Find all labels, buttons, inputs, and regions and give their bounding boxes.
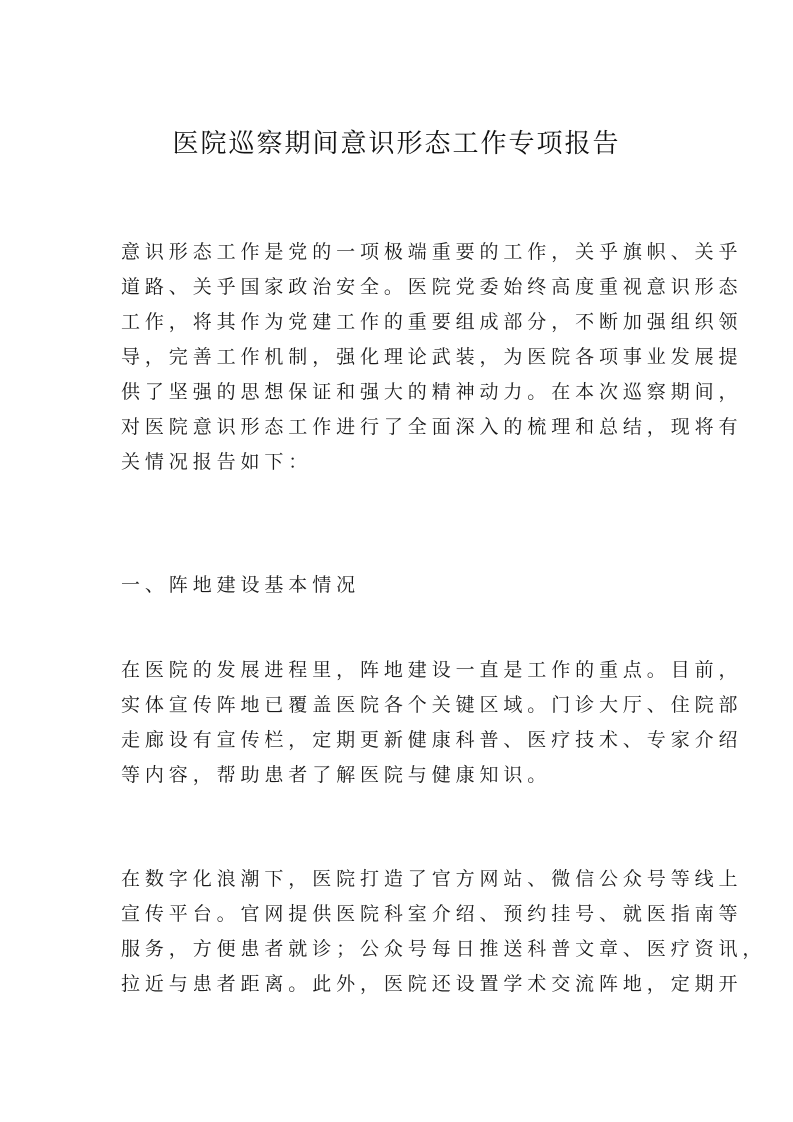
text-line: 在医院的发展进程里，阵地建设一直是工作的重点。目前， <box>121 659 743 681</box>
intro-paragraph <box>121 235 743 480</box>
text-line: 导，完善工作机制，强化理论武装，为医院各项事业发展提 <box>121 346 743 368</box>
text-line: 走廊设有宣传栏，定期更新健康科普、医疗技术、专家介绍 <box>121 729 743 751</box>
text-line: 对医院意识形态工作进行了全面深入的梳理和总结，现将有 <box>121 416 743 438</box>
text-line: 拉近与患者距离。此外，医院还设置学术交流阵地，定期开 <box>121 973 743 995</box>
text-line: 道路、关乎国家政治安全。医院党委始终高度重视意识形态 <box>121 276 743 298</box>
text-line: 等内容，帮助患者了解医院与健康知识。 <box>121 764 552 786</box>
text-line: 服务，方便患者就诊；公众号每日推送科普文章、医疗资讯， <box>121 938 767 960</box>
document-title: 医院巡察期间意识形态工作专项报告 <box>172 129 621 159</box>
text-line: 关情况报告如下： <box>121 451 313 473</box>
body-paragraph <box>121 862 767 1002</box>
text-line: 宣传平台。官网提供医院科室介绍、预约挂号、就医指南等 <box>121 903 743 925</box>
text-line: 意识形态工作是党的一项极端重要的工作，关乎旗帜、关乎 <box>121 241 743 263</box>
text-line: 实体宣传阵地已覆盖医院各个关键区域。门诊大厅、住院部 <box>121 694 743 716</box>
body-paragraph <box>121 653 743 793</box>
text-line: 供了坚强的思想保证和强大的精神动力。在本次巡察期间， <box>121 381 743 403</box>
text-line: 工作，将其作为党建工作的重要组成部分，不断加强组织领 <box>121 311 743 333</box>
text-line: 在数字化浪潮下，医院打造了官方网站、微信公众号等线上 <box>121 868 743 890</box>
section-heading: 一、阵地建设基本情况 <box>121 574 361 596</box>
